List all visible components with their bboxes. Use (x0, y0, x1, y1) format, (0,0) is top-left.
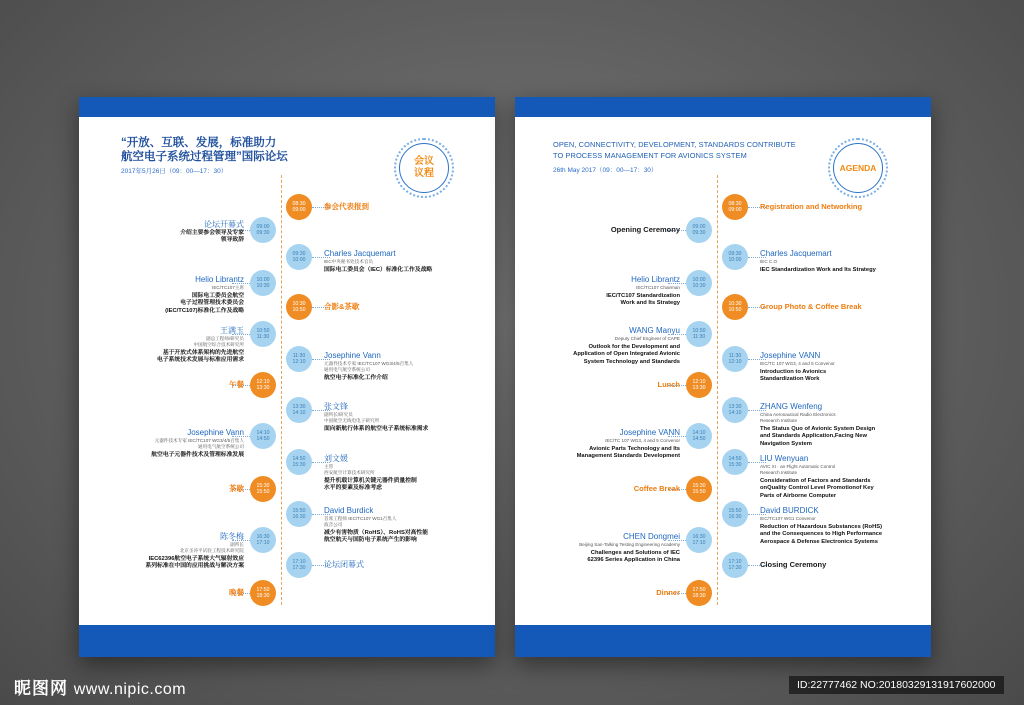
speaker-affiliation: 元器件技术专家 IEC/TC107 WG3/4/5召集人 (154, 438, 244, 443)
start-time: 17:10 (292, 558, 306, 565)
time-circle (286, 501, 312, 527)
speaker-affiliation: AVIC XI · an Flight Automatic Control (760, 464, 836, 469)
speaker-affiliation: 副所长/研究员 (324, 412, 353, 417)
session-title: Josephine VANN (619, 428, 680, 437)
start-time: 17:50 (256, 586, 270, 593)
start-time: 14:50 (292, 455, 306, 462)
speaker-affiliation: IEC C.O (760, 259, 778, 264)
end-time: 16:30 (292, 514, 306, 520)
session-title: CHEN Dongmei (623, 532, 680, 541)
time-circle (250, 270, 276, 296)
end-time: 11:30 (256, 334, 270, 340)
session-topic: 电子系统技术发展与标准应用需求 (157, 357, 244, 364)
end-time: 14:10 (292, 410, 306, 416)
session-topic: Avionic Parts Technology and Its (589, 446, 680, 452)
start-time: 10:50 (256, 327, 270, 334)
speaker-affiliation: 中国航空综合技术研究所 (193, 342, 244, 347)
time-circle (722, 244, 748, 270)
speaker-affiliation: IEC/TC107主席 (212, 285, 244, 290)
end-time: 14:10 (728, 410, 742, 416)
session-topic: 航空电子元器件技术及管理标准发展 (151, 452, 244, 458)
time-circle (286, 244, 312, 270)
speaker-affiliation: Research Institute (760, 470, 798, 475)
session-topic: 62396 Series Application in China (587, 557, 680, 564)
page-title (553, 139, 796, 161)
end-time: 12:10 (292, 359, 306, 365)
speaker-affiliation: China Aeronautical Radio Electronics (760, 412, 836, 417)
time-circle (722, 397, 748, 423)
time-circle (722, 449, 748, 475)
session-topic: Parts of Airborne Computer (760, 492, 837, 499)
start-time: 16:30 (256, 533, 270, 540)
agenda-badge (833, 143, 883, 193)
session-title: ZHANG Wenfeng (760, 402, 823, 411)
session-topic: 航空航天与国防电子系统产生的影响 (324, 537, 417, 544)
watermark-logo-text: 昵图网 (14, 679, 68, 698)
session-topic: onQuality Control Level Promotionof Key (760, 485, 874, 492)
session-title: Josephine Vann (187, 428, 244, 437)
watermark-logo (14, 674, 186, 699)
session-topic: 基于开放式体系架构的先进航空 (162, 350, 244, 356)
time-circle (250, 580, 276, 606)
speaker-affiliation: Deputy Chief Engineer of CAPE (614, 336, 680, 341)
time-circle (686, 476, 712, 502)
session-topic: Aerospace & Defense Electronics Systems (760, 538, 878, 545)
session-title: Charles Jacquemart (324, 249, 396, 258)
event-date: 2017年5月26日（09：00—17：30） (121, 168, 228, 175)
session-topic: Application of Open Integrated Avionic (573, 351, 680, 358)
session-title: Registration and Networking (760, 202, 863, 211)
start-time: 15:30 (256, 482, 270, 489)
end-time: 13:30 (692, 385, 706, 391)
time-circle (722, 501, 748, 527)
session-title: Coffee Break (633, 484, 680, 493)
session-title: Closing Ceremony (760, 560, 827, 569)
time-circle (250, 372, 276, 398)
bottom-blue-band (515, 625, 931, 657)
session-title: 论坛闭幕式 (324, 560, 364, 569)
speaker-affiliation: 首席工程师 IEC/TC107 WG1召集人 (324, 516, 397, 521)
title-line-2: 航空电子系统过程管理”国际论坛 (121, 151, 288, 163)
session-title: Lunch (657, 380, 680, 389)
end-time: 14:50 (692, 436, 706, 442)
start-time: 13:30 (292, 403, 306, 410)
time-circle (286, 552, 312, 578)
time-circle (250, 527, 276, 553)
session-topic: IEC Standardization Work and Its Strategy (760, 267, 876, 273)
speaker-affiliation: IEC中央秘书处技术官员 (324, 259, 374, 264)
watermark-id: ID:22777462 NO:20180329131917602000 (789, 676, 1004, 694)
end-time: 10:30 (256, 283, 270, 289)
session-topic: 国际电工委员会（IEC）标准化工作及战略 (324, 267, 433, 273)
title-line-1: OPEN, CONNECTIVITY, DEVELOPMENT, STANDARDS CONTRIBUTE (553, 140, 796, 149)
session-title: 刘文媛 (324, 454, 348, 463)
session-topic: and the Consequences to High Performance (760, 531, 883, 538)
session-topic: 提升机载计算机关键元器件质量控制 (324, 478, 417, 484)
time-circle (722, 194, 748, 220)
session-topic: Outlook for the Development and (588, 344, 680, 350)
time-circle (722, 552, 748, 578)
end-time: 18:30 (692, 593, 706, 599)
end-time: 16:30 (728, 514, 742, 520)
session-title: Group Photo & Coffee Break (760, 302, 862, 311)
bottom-blue-band (79, 625, 495, 657)
speaker-affiliation: 波音公司 (324, 522, 343, 527)
top-blue-band (79, 97, 495, 117)
session-topic: IEC/TC107 Standardization (606, 293, 680, 299)
session-topic: 系列标准在中国的应用挑战与解决方案 (145, 563, 244, 570)
time-circle (686, 217, 712, 243)
time-circle (686, 423, 712, 449)
start-time: 15:50 (728, 507, 742, 514)
session-title: Charles Jacquemart (760, 249, 832, 258)
start-time: 14:50 (728, 455, 742, 462)
start-time: 16:30 (692, 533, 706, 540)
session-topic: Challenges and Solutions of IEC (590, 550, 680, 556)
start-time: 17:10 (728, 558, 742, 565)
event-date: 26th May 2017（09：00—17：30） (553, 167, 658, 174)
session-topic: 水平的要素及标准考虑 (324, 485, 382, 492)
session-topic: 领导致辞 (220, 237, 244, 244)
time-circle (250, 217, 276, 243)
session-topic: Consideration of Factors and Standards (760, 478, 871, 484)
end-time: 14:50 (256, 436, 270, 442)
end-time: 15:50 (692, 489, 706, 495)
time-circle (686, 527, 712, 553)
session-title: 张文锋 (324, 402, 348, 411)
session-title: WANG Manyu (629, 326, 680, 335)
start-time: 14:10 (692, 429, 706, 436)
time-circle (686, 580, 712, 606)
end-time: 17:30 (292, 565, 306, 571)
session-topic: 电子过程管理技术委员会 (180, 300, 244, 307)
start-time: 15:30 (692, 482, 706, 489)
badge-line-1: AGENDA (839, 163, 877, 173)
end-time: 10:00 (728, 257, 742, 263)
speaker-affiliation: 北京圣涛平试验工程技术研究院 (179, 548, 244, 553)
end-time: 10:00 (292, 257, 306, 263)
speaker-affiliation: 副所长 (230, 542, 244, 547)
time-circle (722, 346, 748, 372)
speaker-affiliation: 中国航空无线电电子研究所 (324, 418, 380, 423)
time-circle (286, 397, 312, 423)
start-time: 10:50 (692, 327, 706, 334)
end-time: 13:30 (256, 385, 270, 391)
start-time: 09:30 (728, 250, 742, 257)
session-title: Helio Librantz (631, 275, 680, 284)
speaker-affiliation: Beijing San-Talking Testing Engineering Academy (579, 542, 680, 547)
start-time: 08:30 (292, 200, 306, 207)
end-time: 09:00 (728, 207, 742, 213)
agenda-sheet-english (515, 97, 931, 657)
start-time: 10:00 (692, 276, 706, 283)
start-time: 14:10 (256, 429, 270, 436)
session-topic: 面向新航行体系的航空电子系统标准需求 (324, 426, 429, 432)
start-time: 09:30 (292, 250, 306, 257)
end-time: 10:50 (292, 307, 306, 313)
session-title: Josephine Vann (324, 351, 381, 360)
speaker-affiliation: Research Institute (760, 418, 798, 423)
session-topic: System Technology and Standards (583, 358, 680, 365)
start-time: 10:30 (728, 300, 742, 307)
session-topic: Standardization Work (760, 376, 820, 383)
session-title: Helio Librantz (195, 275, 244, 284)
session-topic: and Standards Application,Facing New (760, 433, 868, 440)
session-topic: Management Standards Development (576, 453, 680, 460)
time-circle (686, 270, 712, 296)
speaker-affiliation: 副总工程师/研究员 (205, 336, 244, 341)
session-title: David Burdick (324, 506, 374, 515)
end-time: 11:30 (692, 334, 706, 340)
session-title: Dinner (656, 588, 680, 597)
session-topic: Work and Its Strategy (620, 300, 680, 307)
start-time: 12:10 (692, 378, 706, 385)
session-topic: The Status Quo of Avionic System Design (760, 426, 876, 432)
end-time: 17:10 (692, 540, 706, 546)
time-circle (686, 372, 712, 398)
end-time: 09:30 (256, 230, 270, 236)
timeline-axis (717, 175, 718, 605)
time-circle (722, 294, 748, 320)
time-circle (250, 476, 276, 502)
session-title: 陈冬梅 (220, 532, 244, 541)
session-topic: 国际电工委员会航空 (191, 293, 244, 299)
end-time: 15:50 (256, 489, 270, 495)
end-time: 09:00 (292, 207, 306, 213)
agenda-sheet-chinese (79, 97, 495, 657)
session-title: 参会代表报到 (324, 202, 369, 211)
start-time: 17:50 (692, 586, 706, 593)
end-time: 15:30 (728, 462, 742, 468)
session-topic: Reduction of Hazardous Substances (RoHS) (760, 524, 883, 530)
session-topic: Introduction to Avionics (760, 369, 827, 375)
agenda-badge (399, 143, 449, 193)
speaker-affiliation: 主管 (324, 464, 334, 469)
session-topic: (IEC/TC107)标准化工作及战略 (165, 307, 244, 314)
session-title: 王满玉 (220, 326, 244, 335)
session-title: LIU Wenyuan (760, 454, 809, 463)
session-title: 论坛开幕式 (204, 220, 244, 229)
start-time: 09:00 (692, 223, 706, 230)
session-title: 合影&茶歇 (324, 302, 360, 311)
end-time: 12:10 (728, 359, 742, 365)
end-time: 15:30 (292, 462, 306, 468)
session-topic: 减少有害物质（RoHS）、RoHS对高性能 (324, 530, 429, 536)
time-circle (250, 423, 276, 449)
badge-line-2: 议程 (414, 168, 434, 179)
badge-line-1: 会议 (414, 156, 434, 167)
speaker-affiliation: IEC/TC107 Chairman (636, 285, 680, 290)
time-circle (286, 194, 312, 220)
watermark-url: www.nipic.com (73, 681, 187, 698)
session-title: David BURDICK (760, 506, 819, 515)
end-time: 09:30 (692, 230, 706, 236)
start-time: 08:30 (728, 200, 742, 207)
end-time: 10:30 (692, 283, 706, 289)
page-title (121, 136, 288, 164)
top-blue-band (515, 97, 931, 117)
speaker-affiliation: 西安航空计算技术研究所 (324, 470, 375, 475)
session-topic: Navigation System (760, 440, 812, 447)
session-title: 午餐 (229, 380, 244, 389)
session-topic: IEC62396航空电子系统大气辐射效应 (148, 556, 244, 562)
session-title: Opening Ceremony (610, 225, 680, 234)
speaker-affiliation: IEC/TC 107 WG3, 4 and 5 Convenor (760, 361, 835, 366)
session-topic: 航空电子标准化工作介绍 (324, 375, 388, 381)
end-time: 17:10 (256, 540, 270, 546)
time-circle (286, 294, 312, 320)
speaker-affiliation: 通用电气航空系统公司 (324, 367, 370, 372)
time-circle (250, 321, 276, 347)
start-time: 15:50 (292, 507, 306, 514)
speaker-affiliation: IEC/TC107 WG1 Convenor (760, 516, 816, 521)
start-time: 10:30 (292, 300, 306, 307)
start-time: 13:30 (728, 403, 742, 410)
end-time: 10:50 (728, 307, 742, 313)
speaker-affiliation: 通用电气航空系统公司 (198, 444, 244, 449)
speaker-affiliation: 元器件技术专家 IEC/TC107 WG3/4/5召集人 (324, 361, 414, 366)
speaker-affiliation: IEC/TC 107 WG3, 4 and 5 Convenor (605, 438, 680, 443)
session-title: 茶歇 (229, 484, 244, 493)
session-title: Josephine VANN (760, 351, 821, 360)
time-circle (286, 449, 312, 475)
start-time: 11:30 (728, 352, 742, 359)
end-time: 17:30 (728, 565, 742, 571)
start-time: 10:00 (256, 276, 270, 283)
start-time: 11:30 (292, 352, 306, 359)
end-time: 18:30 (256, 593, 270, 599)
title-line-2: TO PROCESS MANAGEMENT FOR AVIONICS SYSTEM (553, 151, 747, 160)
session-topic: 介绍主要参会领导及专家 (180, 230, 244, 236)
start-time: 09:00 (256, 223, 270, 230)
start-time: 12:10 (256, 378, 270, 385)
time-circle (286, 346, 312, 372)
title-line-1: “开放、互联、发展，标准助力 (121, 137, 277, 149)
session-title: 晚餐 (229, 588, 244, 597)
timeline-axis (281, 175, 282, 605)
time-circle (686, 321, 712, 347)
